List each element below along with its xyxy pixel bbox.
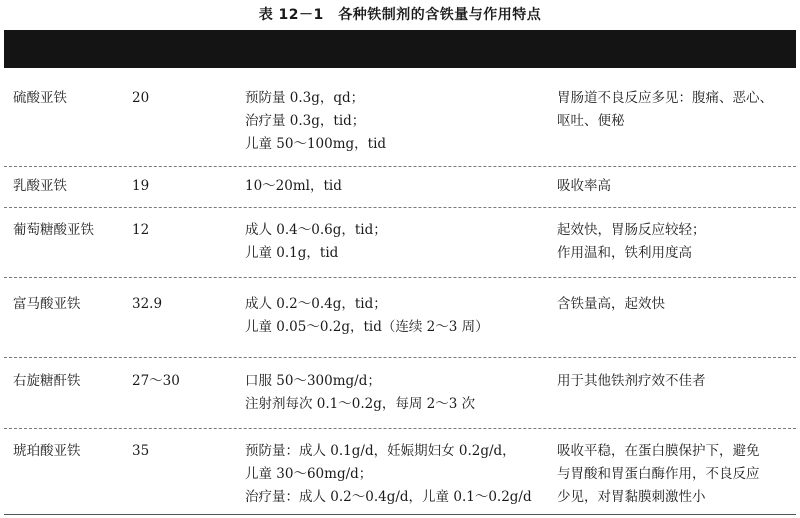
row-6-dose-line-3: 治疗量：成人 0.2～0.4g/d，儿童 0.1～0.2g/d <box>245 489 532 505</box>
row-6-dose-line-2: 儿童 30～60mg/d； <box>245 466 373 482</box>
row-6-name: 琥珀酸亚铁 <box>13 443 81 459</box>
table-caption: 表 12－1 各种铁制剂的含铁量与作用特点 <box>258 7 542 23</box>
row-2-feature-line-1: 吸收率高 <box>557 178 611 194</box>
row-3-feature-line-2: 作用温和，铁利用度高 <box>557 245 692 261</box>
row-5-feature <box>557 370 706 393</box>
row-divider <box>4 207 796 208</box>
row-6-dose <box>245 440 532 509</box>
row-5-dose <box>245 370 475 416</box>
row-6-iron: 35 <box>132 443 150 459</box>
row-divider <box>4 357 796 358</box>
row-2-dose <box>245 175 342 198</box>
row-3-name: 葡萄糖酸亚铁 <box>13 222 94 238</box>
row-2-dose-line-1: 10～20ml，tid <box>245 178 342 194</box>
row-5-name: 右旋糖酐铁 <box>13 373 81 389</box>
row-3-dose <box>245 219 387 265</box>
row-1-name: 硫酸亚铁 <box>13 90 67 106</box>
row-divider <box>4 277 796 278</box>
row-1-dose-line-3: 儿童 50～100mg，tid <box>245 136 387 152</box>
row-6-feature <box>557 440 760 509</box>
table-header-bar <box>4 30 796 68</box>
row-5-feature-line-1: 用于其他铁剂疗效不佳者 <box>557 373 706 389</box>
row-1-dose <box>245 87 386 156</box>
row-6-feature-line-3: 少见，对胃黏膜刺激性小 <box>557 489 706 505</box>
row-4-feature <box>557 293 665 316</box>
row-3-feature-line-1: 起效快，胃肠反应较轻； <box>557 222 706 238</box>
table-bottom-rule <box>4 514 796 515</box>
row-2-name: 乳酸亚铁 <box>13 178 67 194</box>
row-2-iron: 19 <box>132 178 150 194</box>
row-3-feature <box>557 219 706 265</box>
row-divider <box>4 166 796 167</box>
row-1-iron: 20 <box>132 90 150 106</box>
row-3-iron: 12 <box>132 222 150 238</box>
row-4-feature-line-1: 含铁量高，起效快 <box>557 296 665 312</box>
row-4-name: 富马酸亚铁 <box>13 296 81 312</box>
row-4-iron: 32.9 <box>132 296 163 312</box>
row-6-feature-line-1: 吸收平稳，在蛋白膜保护下，避免 <box>557 443 760 459</box>
row-5-dose-line-2: 注射剂每次 0.1～0.2g，每周 2～3 次 <box>245 396 476 412</box>
row-6-feature-line-2: 与胃酸和胃蛋白酶作用，不良反应 <box>557 466 760 482</box>
row-4-dose-line-2: 儿童 0.05～0.2g，tid（连续 2～3 周） <box>245 319 489 335</box>
row-3-dose-line-2: 儿童 0.1g，tid <box>245 245 339 261</box>
row-1-feature-line-2: 呕吐、便秘 <box>557 113 625 129</box>
row-3-dose-line-1: 成人 0.4～0.6g，tid； <box>245 222 387 238</box>
row-5-iron: 27～30 <box>132 373 180 389</box>
row-6-dose-line-1: 预防量：成人 0.1g/d，妊娠期妇女 0.2g/d， <box>245 443 516 459</box>
row-5-dose-line-1: 口服 50～300mg/d； <box>245 373 381 389</box>
row-1-dose-line-1: 预防量 0.3g，qd； <box>245 90 365 106</box>
row-1-feature <box>557 87 773 133</box>
row-4-dose <box>245 293 489 339</box>
row-2-feature <box>557 175 611 198</box>
row-4-dose-line-1: 成人 0.2～0.4g，tid； <box>245 296 387 312</box>
row-divider <box>4 428 796 429</box>
row-1-dose-line-2: 治疗量 0.3g，tid； <box>245 113 366 129</box>
row-1-feature-line-1: 胃肠道不良反应多见：腹痛、恶心、 <box>557 90 773 106</box>
